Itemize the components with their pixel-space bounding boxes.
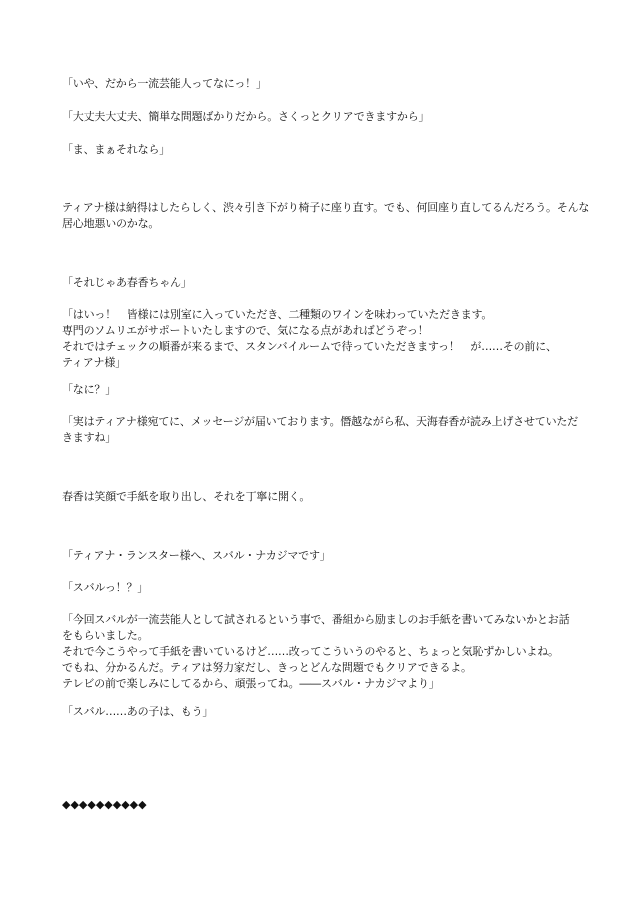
text-line: 「ま、まぁそれなら」	[62, 143, 170, 156]
text-line: 「それじゃあ春香ちゃん」	[62, 276, 192, 289]
text-line: 「はいっ！ 皆様には別室に入っていただき、二種類のワインを味わっていただきます。	[62, 308, 493, 321]
text-line: 「スバルっ！？」	[62, 581, 149, 594]
text-line: 「大丈夫大丈夫、簡単な問題ばかりだから。さくっとクリアできますから」	[62, 110, 430, 123]
text-line: テレビの前で楽しみにしてるから、頑張ってね。――スバル・ナカジマより」	[62, 677, 440, 690]
text-line: 居心地悪いのかな。	[62, 217, 160, 230]
text-line: 「いや、だから一流芸能人ってなにっ！」	[62, 77, 267, 90]
text-line: ティアナ様は納得はしたらしく、渋々引き下がり椅子に座り直す。でも、何回座り直してるんだろう。そんな	[62, 201, 590, 214]
text-line: 専門のソムリエがサポートいたしますので、気になる点があればどうぞっ！	[62, 324, 429, 337]
text-line: 「今回スバルが一流芸能人として試されるという事で、番組から励ましのお手紙を書いてみないかとお話	[62, 613, 570, 626]
text-line: 春香は笑顔で手紙を取り出し、それを丁寧に開く。	[62, 490, 311, 503]
text-line: 「なに？」	[62, 383, 116, 396]
text-line: きますね」	[62, 431, 116, 444]
text-line: それで今こうやって手紙を書いているけど……改ってこういうのやると、ちょっと気恥ずかしいよね。	[62, 645, 559, 658]
text-line: 「ティアナ・ランスター様へ、スバル・ナカジマです」	[62, 549, 331, 562]
text-line: それではチェックの順番が来るまで、スタンバイルームで待っていただきますっ！ が……その前に、	[62, 340, 557, 353]
text-line: でもね、分かるんだ。ティアは努力家だし、きっとどんな問題でもクリアできるよ。	[62, 661, 472, 674]
text-line: ティアナ様」	[62, 356, 126, 369]
section-separator: ◆◆◆◆◆◆◆◆◆◆	[62, 798, 147, 811]
text-line: 「スバル……あの子は、もう」	[62, 705, 214, 718]
text-line: をもらいました。	[62, 629, 149, 642]
text-line: 「実はティアナ様宛てに、メッセージが届いております。僭越ながら私、天海春香が読み上げさせていただ	[62, 415, 578, 428]
